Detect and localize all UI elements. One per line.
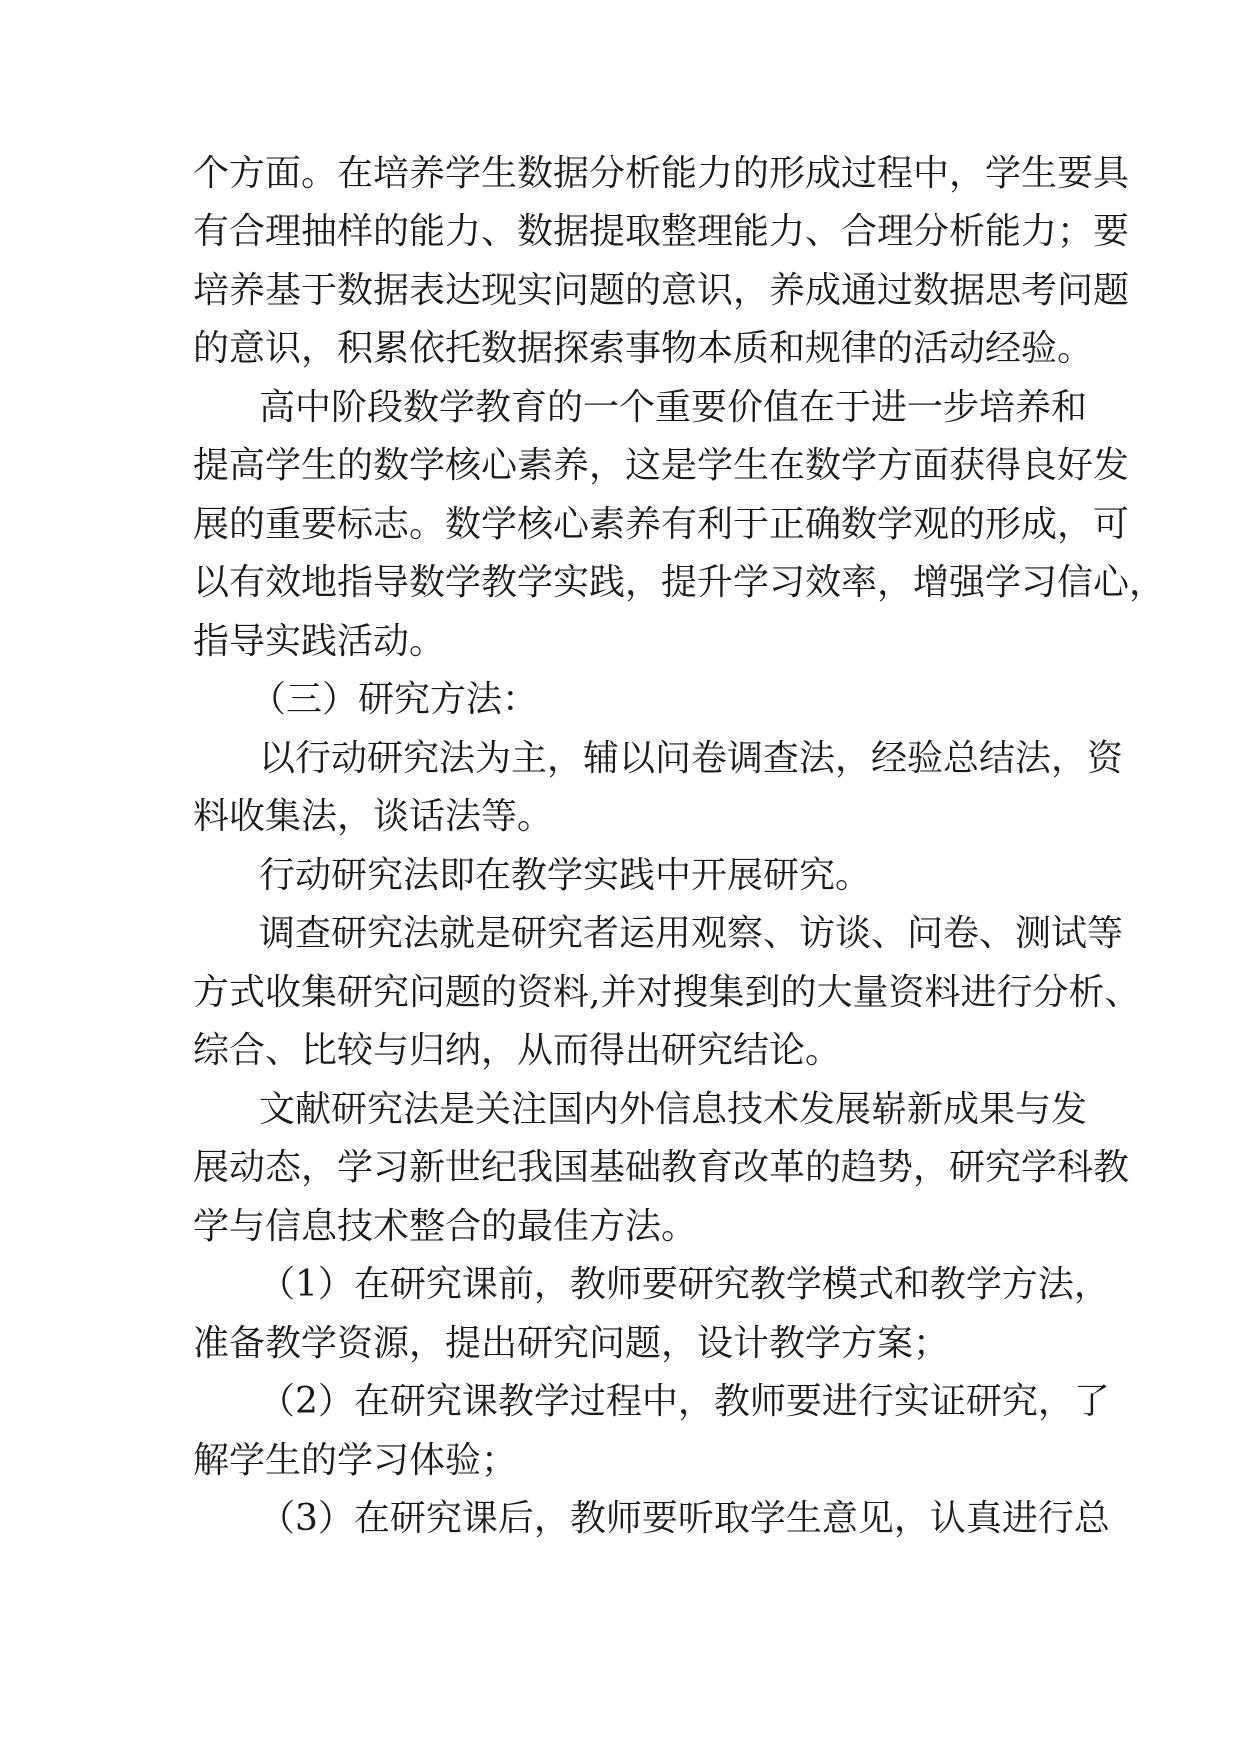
paragraph-start-line: 高中阶段数学教育的一个重要价值在于进一步培养和 (259, 387, 1088, 428)
text-line: 料收集法，谈话法等。 (193, 796, 554, 837)
section-heading: （三）研究方法： (250, 679, 539, 720)
text-line: 综合、比较与归纳，从而得出研究结论。 (193, 1030, 842, 1071)
paragraph-start-line: 行动研究法即在教学实践中开展研究。 (259, 855, 872, 896)
text-line: 指导实践活动。 (193, 621, 446, 662)
list-item-line: （2）在研究课教学过程中，教师要进行实证研究，了 (259, 1381, 1110, 1422)
list-item-line: （1）在研究课前，教师要研究教学模式和教学方法， (259, 1264, 1110, 1305)
text-line: 个方面。在培养学生数据分析能力的形成过程中，学生要具 (193, 153, 1130, 194)
text-line: 解学生的学习体验； (193, 1440, 518, 1481)
text-line: 的意识，积累依托数据探索事物本质和规律的活动经验。 (193, 328, 1094, 369)
text-line: 提高学生的数学核心素养，这是学生在数学方面获得良好发 (193, 445, 1130, 486)
text-line: 培养基于数据表达现实问题的意识，养成通过数据思考问题 (193, 270, 1130, 311)
text-line: 以有效地指导数学教学实践，提升学习效率，增强学习信心， (193, 562, 1166, 603)
text-line: 准备教学资源，提出研究问题，设计教学方案； (193, 1323, 950, 1364)
text-line: 学与信息技术整合的最佳方法。 (193, 1206, 698, 1247)
text-line: 展的重要标志。数学核心素养有利于正确数学观的形成，可 (193, 504, 1130, 545)
paragraph-start-line: 调查研究法就是研究者运用观察、访谈、问卷、测试等 (259, 913, 1124, 954)
text-line: 展动态，学习新世纪我国基础教育改革的趋势，研究学科教 (193, 1147, 1130, 1188)
paragraph-start-line: 文献研究法是关注国内外信息技术发展崭新成果与发 (259, 1089, 1088, 1130)
list-item-line: （3）在研究课后，教师要听取学生意见，认真进行总 (259, 1498, 1110, 1539)
paragraph-start-line: 以行动研究法为主，辅以问卷调查法，经验总结法，资 (259, 738, 1124, 779)
text-line: 方式收集研究问题的资料,并对搜集到的大量资料进行分析、 (193, 972, 1141, 1013)
text-line: 有合理抽样的能力、数据提取整理能力、合理分析能力；要 (193, 211, 1130, 252)
